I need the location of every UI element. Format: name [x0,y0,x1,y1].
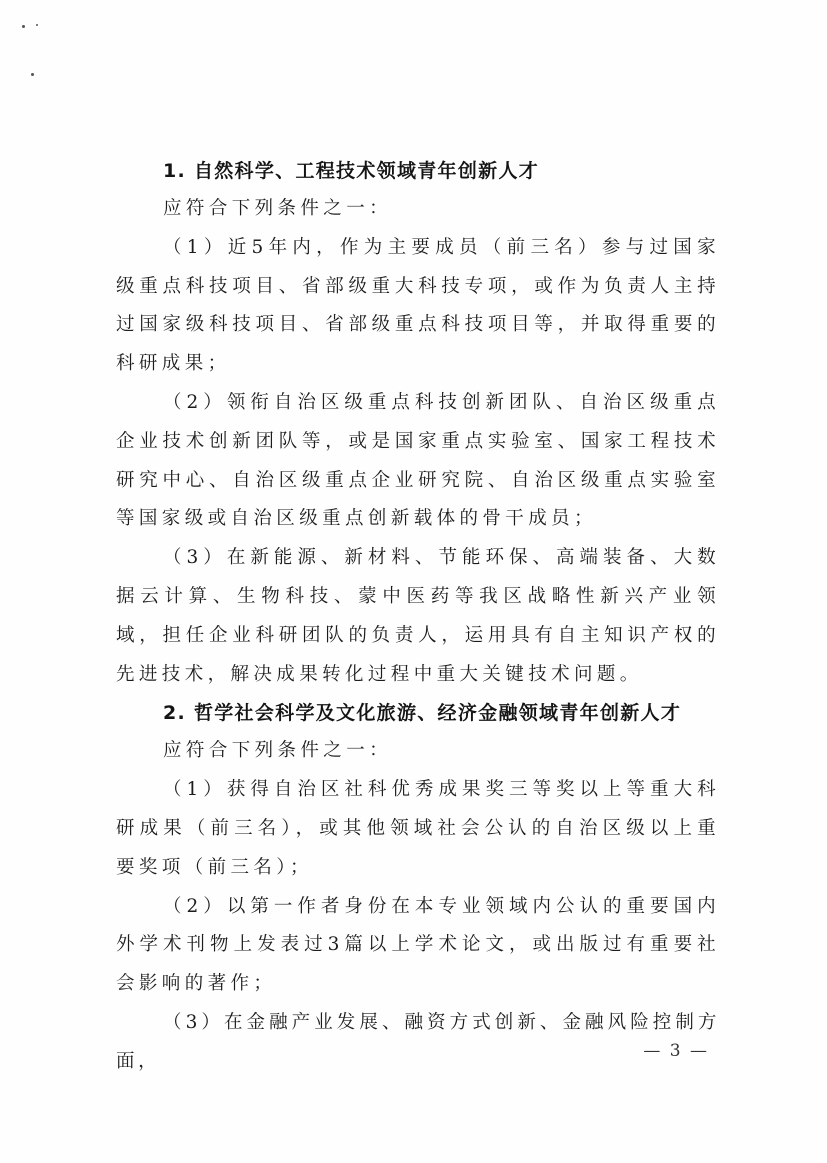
scan-speck [22,25,25,28]
section1-item-3: （3）在新能源、新材料、节能环保、高端装备、大数据云计算、生物科技、蒙中医药等我区战略性新兴产业领域，担任企业科研团队的负责人，运用具有自主知识产权的先进技术，解决成果转化过程中重大关键技术问题。 [116,547,720,685]
section2-item-1: （1）获得自治区社科优秀成果奖三等奖以上等重大科研成果（前三名），或其他领域社会公认的自治区级以上重要奖项（前三名）； [116,779,720,878]
section1-intro: 应符合下列条件之一： [163,198,393,219]
section2-item-3: （3）在金融产业发展、融资方式创新、金融风险控制方面， [116,1011,720,1072]
section1-heading: 1. 自然科学、工程技术领域青年创新人才 [163,160,540,182]
page-number: — 3 — [643,1041,709,1061]
section2-heading: 2. 哲学社会科学及文化旅游、经济金融领域青年创新人才 [163,702,682,725]
scan-speck [31,73,34,76]
document-body [116,152,720,1082]
section1-item-2: （2）领衔自治区级重点科技创新团队、自治区级重点企业技术创新团队等，或是国家重点实验室、国家工程技术研究中心、自治区级重点企业研究院、自治区级重点实验室等国家级或自治区级重点创新载体的骨干成员； [116,391,720,530]
section2-intro: 应符合下列条件之一： [163,740,393,762]
scan-speck [36,24,38,26]
section2-item-2: （2）以第一作者身份在本专业领域内公认的重要国内外学术刊物上发表过3篇以上学术论文，或出版过有重要社会影响的著作； [116,895,720,995]
section1-item-1: （1）近5年内，作为主要成员（前三名）参与过国家级重点科技项目、省部级重大科技专项，或作为负责人主持过国家级科技项目、省部级重点科技项目等，并取得重要的科研成果； [116,236,720,375]
